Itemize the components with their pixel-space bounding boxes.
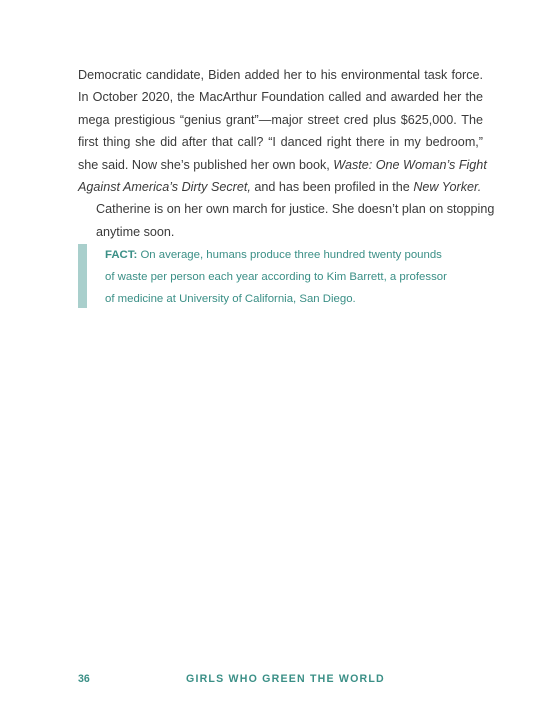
- body-text: [78, 64, 495, 243]
- paragraph-1-line-3: mega prestigious “genius grant”—major street cred plus $625,000. The: [78, 112, 483, 127]
- fact-line-1: [105, 244, 483, 266]
- paragraph-1-line-5: [78, 154, 487, 176]
- paragraph-1-line-2: In October 2020, the MacArthur Foundation called and awarded her the: [78, 90, 483, 105]
- page-footer: [0, 673, 560, 689]
- paragraph-1: [78, 64, 487, 198]
- fact-line-1-text: On average, humans produce three hundred twenty pounds: [137, 249, 442, 261]
- paragraph-2-line-2: anytime soon.: [96, 224, 175, 239]
- paragraph-1-line-1: Democratic candidate, Biden added her to his environmental task force.: [78, 68, 483, 82]
- line-5-text: she said. Now she’s published her own book,: [78, 157, 334, 172]
- paragraph-2: [78, 198, 495, 243]
- running-title: GIRLS WHO GREEN THE WORLD: [186, 673, 385, 685]
- paragraph-1-line-6: [78, 176, 483, 198]
- fact-line-3: of medicine at University of California, San Diego.: [105, 293, 356, 305]
- page-number: 36: [78, 673, 90, 685]
- fact-accent-bar: [78, 244, 87, 308]
- book-title-part-1: Waste: One Woman’s Fight: [333, 157, 487, 172]
- line-6-text: and has been profiled in the: [250, 180, 414, 195]
- fact-callout: [78, 244, 483, 310]
- magazine-title: New Yorker.: [413, 180, 482, 195]
- fact-label: FACT:: [105, 249, 138, 261]
- fact-text: [105, 244, 483, 310]
- paragraph-2-line-1: Catherine is on her own march for justice. She doesn’t plan on stopping: [96, 202, 495, 217]
- fact-line-2: of waste per person each year according to Kim Barrett, a professor: [105, 271, 447, 283]
- paragraph-1-line-4: first thing she did after that call? “I danced right there in my bedroom,”: [78, 135, 483, 150]
- book-title-part-2: Against America’s Dirty Secret,: [78, 180, 251, 195]
